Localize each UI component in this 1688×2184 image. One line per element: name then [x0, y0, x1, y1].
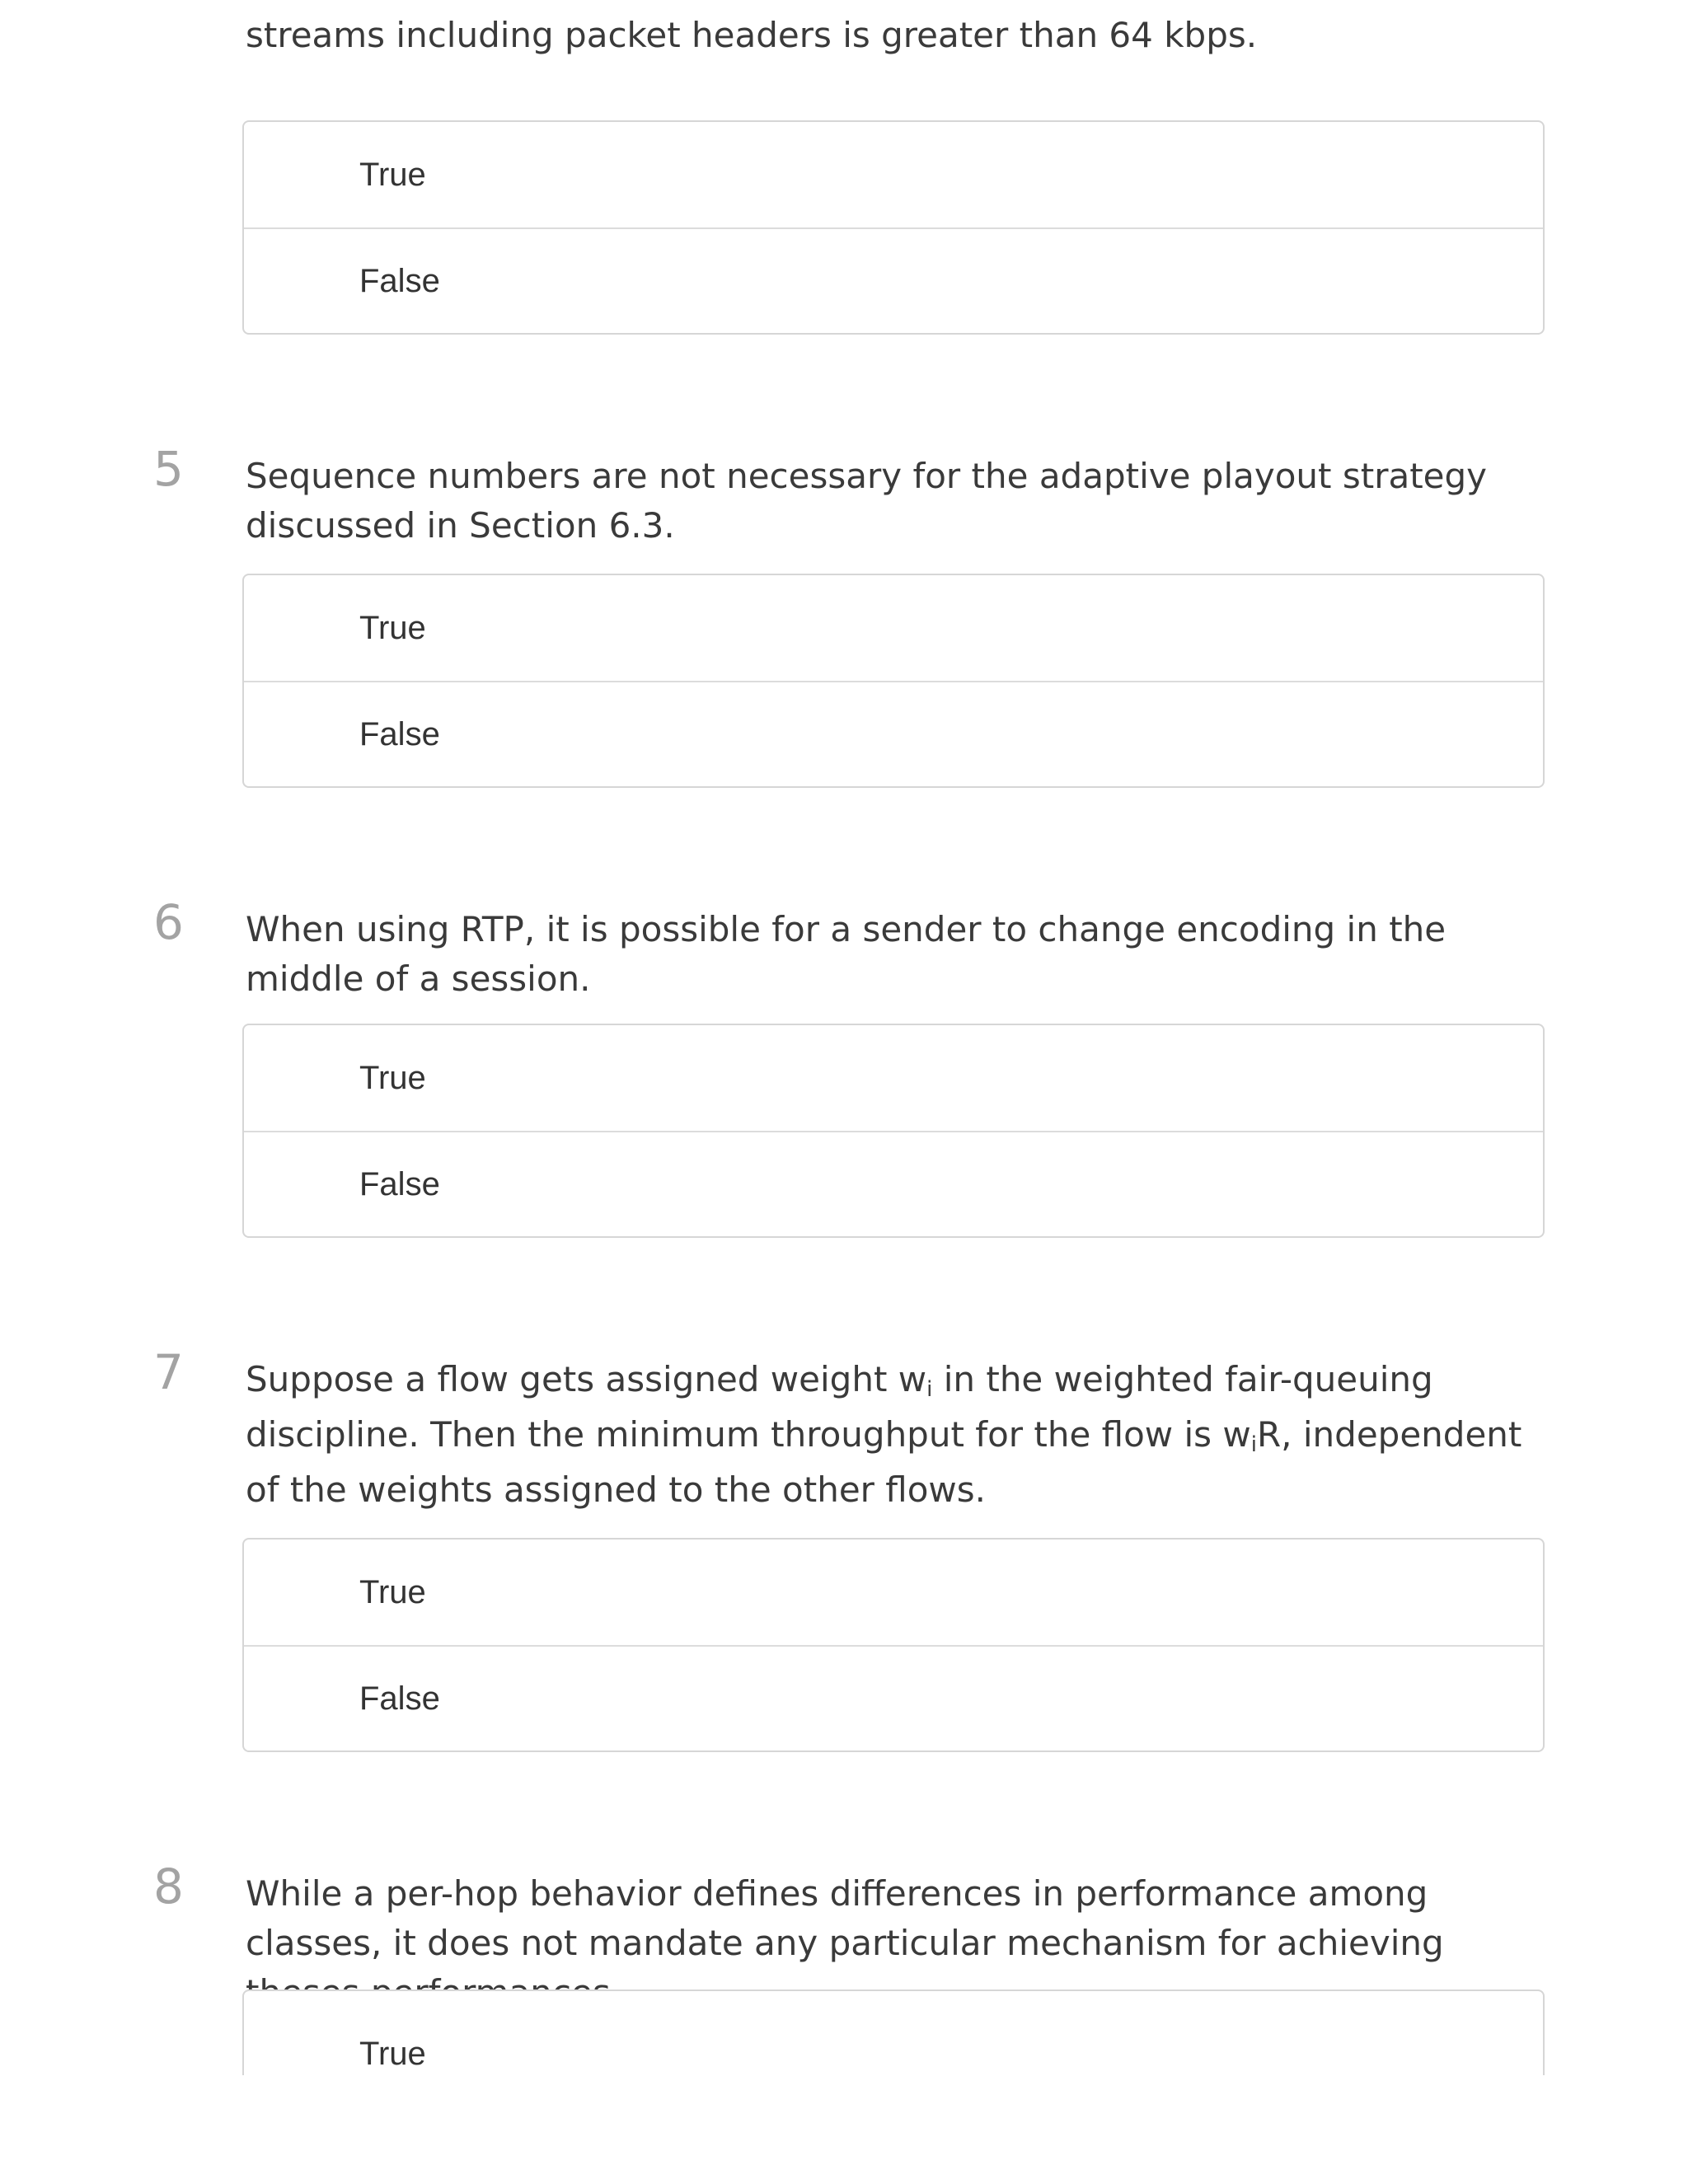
option-false[interactable] [244, 1645, 1543, 1750]
option-true[interactable] [244, 1025, 1543, 1131]
question-4-text: streams including packet headers is greater than 64 kbps. [246, 15, 1258, 55]
option-label: True [359, 1573, 426, 1610]
question-number: 7 [153, 1344, 184, 1400]
option-label: False [359, 1165, 440, 1202]
question-5-options [242, 574, 1545, 788]
option-false[interactable] [244, 1131, 1543, 1236]
question-text: When using RTP, it is possible for a sender to change encoding in the middle of a session. [246, 909, 1447, 999]
option-true[interactable] [244, 1991, 1543, 2097]
option-false[interactable] [244, 681, 1543, 786]
option-label: True [359, 1059, 426, 1096]
question-text: Suppose a flow gets assigned weight $w_i$ in the weighted fair-queuing discipline. Then the minimum throughput for the flow is $w_iR$, independent of the weights assigned to the other flows. [246, 1359, 1522, 1510]
question-text: Sequence numbers are not necessary for the adaptive playout strategy discussed in Section 6.3. [246, 456, 1488, 546]
question-8-options [242, 1990, 1545, 2075]
option-true[interactable] [244, 1540, 1543, 1645]
option-label: False [359, 715, 440, 752]
option-label: True [359, 609, 426, 646]
question-text: While a per-hop behavior defines differences in performance among classes, it does not mandate any particular mechanism for achieving [246, 1873, 1444, 1963]
question-6-options [242, 1024, 1545, 1238]
question-4-options [242, 120, 1545, 335]
question-7-options [242, 1538, 1545, 1752]
question-number: 6 [153, 894, 184, 950]
question-number: 8 [153, 1858, 184, 1915]
option-true[interactable] [244, 575, 1543, 681]
option-label: False [359, 1680, 440, 1717]
option-label: False [359, 262, 440, 299]
option-label: True [359, 2035, 426, 2072]
question-4-text-fragment [246, 15, 1258, 87]
question-number: 5 [153, 441, 184, 497]
option-true[interactable] [244, 122, 1543, 227]
option-false[interactable] [244, 227, 1543, 333]
option-label: True [359, 156, 426, 193]
